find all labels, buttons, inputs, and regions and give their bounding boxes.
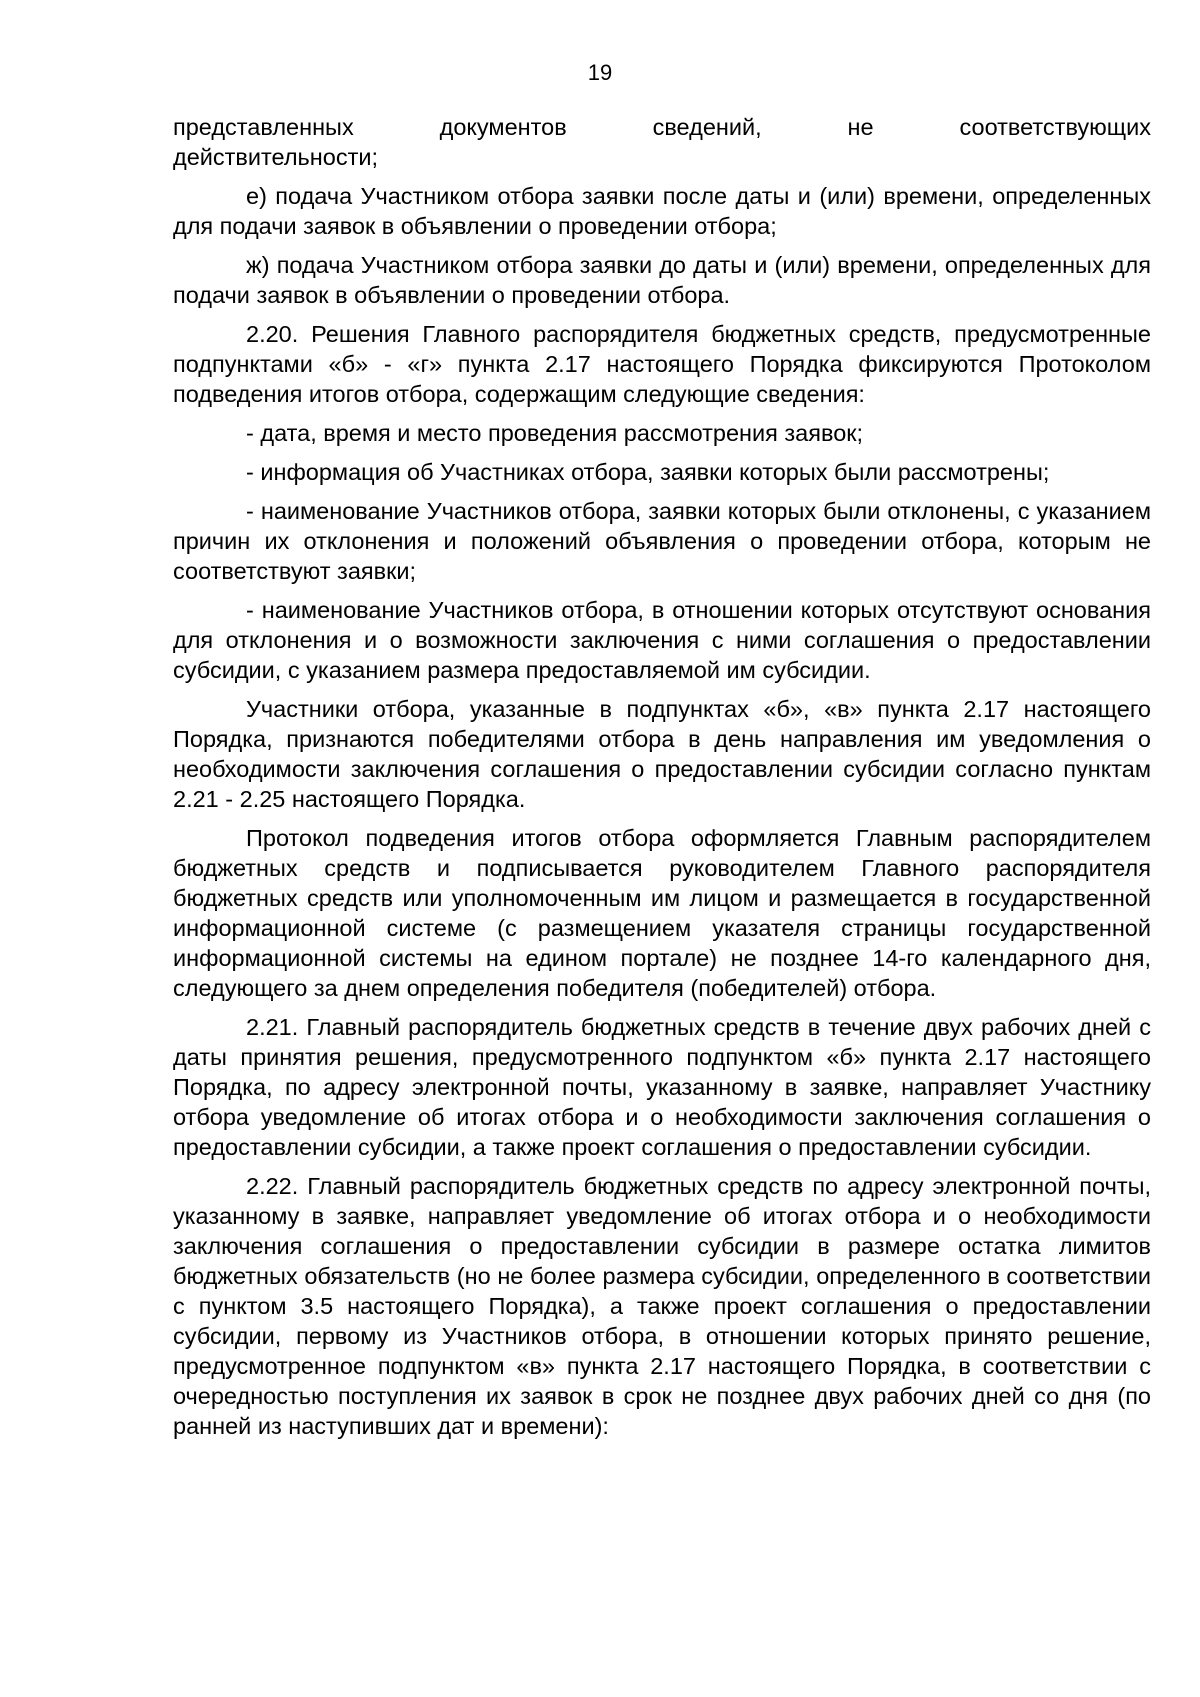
paragraph-item-zh: ж) подача Участником отбора заявки до даты и (или) времени, определенных для подачи заявок в объявлении о проведении отбора. <box>173 252 1151 308</box>
list-item-date-time-place: - дата, время и место проведения рассмотрения заявок; <box>246 420 864 446</box>
list-item-reviewed-participants: - информация об Участниках отбора, заявки которых были рассмотрены; <box>246 459 1050 485</box>
paragraph-winners: Участники отбора, указанные в подпунктах «б», «в» пункта 2.17 настоящего Порядка, признаются победителями отбора в день направления им уведомления о необходимости заключения соглашения о предоставлении субсидии согласно пунктам 2.21 - 2.25 настоящего Порядка. <box>173 696 1151 812</box>
list-item-approved-participants: - наименование Участников отбора, в отношении которых отсутствуют основания для отклонения и о возможности заключения с ними соглашения о предоставлении субсидии, с указанием размера предоставляемой им субсидии. <box>173 597 1151 683</box>
list-item-rejected-participants: - наименование Участников отбора, заявки которых были отклонены, с указанием причин их отклонения и положений объявления о проведении отбора, которым не соответствуют заявки; <box>173 498 1151 584</box>
page-number: 19 <box>587 60 613 85</box>
paragraph-continuation-end: действительности; <box>173 144 378 170</box>
paragraph-2-20: 2.20. Решения Главного распорядителя бюджетных средств, предусмотренные подпунктами «б» - «г» пункта 2.17 настоящего Порядка фиксируются Протоколом подведения итогов отбора, содержащим следующие сведения: <box>173 321 1151 407</box>
document-body <box>173 112 1151 1450</box>
paragraph-2-22: 2.22. Главный распорядитель бюджетных средств по адресу электронной почты, указанному в заявке, направляет уведомление об итогах отбора и о необходимости заключения соглашения о предоставлении субсидии в размере остатка лимитов бюджетных обязательств (но не более размера субсидии, определенного в соответствии с пунктом 3.5 настоящего Порядка), а также проект соглашения о предоставлении субсидии, первому из Участников отбора, в отношении которых принято решение, предусмотренное подпунктом «в» пункта 2.17 настоящего Порядка, в соответствии с очередностью поступления их заявок в срок не позднее двух рабочих дней со дня (по ранней из наступивших дат и времени): <box>173 1173 1151 1439</box>
paragraph-item-e: е) подача Участником отбора заявки после даты и (или) времени, определенных для подачи заявок в объявлении о проведении отбора; <box>173 183 1151 239</box>
paragraph-2-21: 2.21. Главный распорядитель бюджетных средств в течение двух рабочих дней с даты принятия решения, предусмотренного подпунктом «б» пункта 2.17 настоящего Порядка, по адресу электронной почты, указанному в заявке, направляет Участнику отбора уведомление об итогах отбора и о необходимости заключения соглашения о предоставлении субсидии, а также проект соглашения о предоставлении субсидии. <box>173 1014 1151 1160</box>
paragraph-continuation-line: представленных документов сведений, не соответствующих <box>173 114 1151 140</box>
paragraph-protocol: Протокол подведения итогов отбора оформляется Главным распорядителем бюджетных средств и подписывается руководителем Главного распорядителя бюджетных средств или уполномоченным им лицом и размещается в государственной информационной системе (с размещением указателя страницы государственной информационной системы на едином портале) не позднее 14-го календарного дня, следующего за днем определения победителя (победителей) отбора. <box>173 825 1151 1001</box>
